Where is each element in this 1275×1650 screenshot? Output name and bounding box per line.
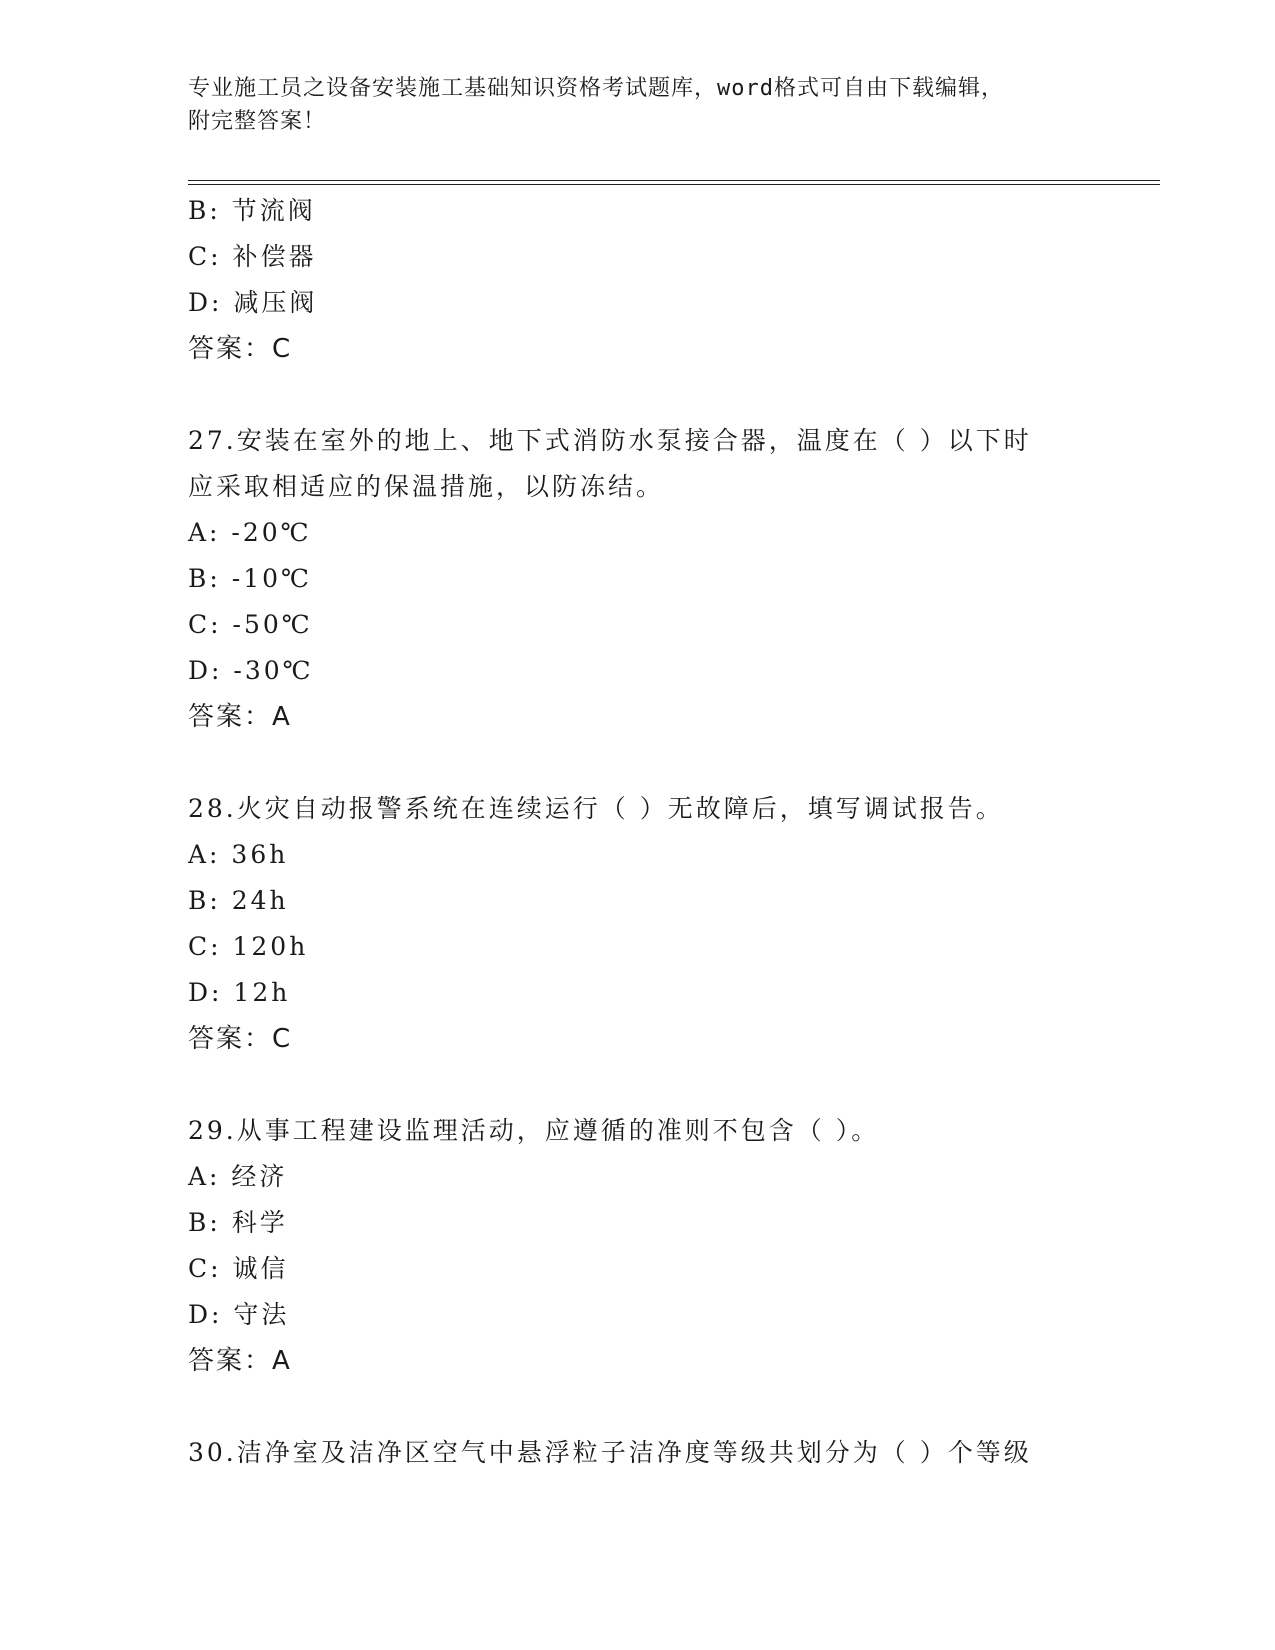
option-c: C: -50℃ (188, 610, 313, 639)
option-b: B: 24h (188, 886, 289, 915)
answer: 答案：C (188, 334, 293, 364)
answer: 答案：C (188, 1024, 293, 1054)
option-b: B: -10℃ (188, 564, 312, 593)
partial-question (188, 188, 1088, 372)
question-28 (188, 786, 1088, 1062)
option-d: D: 12h (188, 978, 291, 1007)
question-stem: 27.安装在室外的地上、地下式消防水泵接合器，温度在（ ）以下时 (188, 426, 1032, 455)
header-title-line-2: 附完整答案！ (188, 109, 327, 134)
option-b: B: 科学 (188, 1208, 288, 1237)
answer: 答案：A (188, 702, 292, 732)
option-d: D: -30℃ (188, 656, 314, 685)
question-30 (188, 1430, 1088, 1476)
question-stem-continued: 应采取相适应的保温措施，以防冻结。 (188, 472, 665, 501)
answer: 答案：A (188, 1346, 292, 1376)
question-stem: 29.从事工程建设监理活动，应遵循的准则不包含（ ）。 (188, 1116, 880, 1145)
option-c: C: 补偿器 (188, 242, 317, 271)
option-d: D: 守法 (188, 1300, 290, 1329)
question-list (188, 188, 1088, 1476)
question-stem: 28.火灾自动报警系统在连续运行（ ）无故障后，填写调试报告。 (188, 794, 1004, 823)
header-title-line-1: 专业施工员之设备安装施工基础知识资格考试题库，word格式可自由下载编辑， (188, 76, 1004, 101)
question-27 (188, 418, 1088, 740)
document-header (188, 72, 1088, 138)
option-a: A: -20℃ (188, 518, 312, 547)
question-29 (188, 1108, 1088, 1384)
option-c: C: 120h (188, 932, 309, 961)
option-a: A: 经济 (188, 1162, 288, 1191)
header-divider-bottom (188, 184, 1160, 185)
option-a: A: 36h (188, 840, 289, 869)
option-b: B: 节流阀 (188, 196, 316, 225)
option-d: D: 减压阀 (188, 288, 318, 317)
option-c: C: 诚信 (188, 1254, 289, 1283)
question-stem: 30.洁净室及洁净区空气中悬浮粒子洁净度等级共划分为（ ）个等级 (188, 1438, 1032, 1467)
header-divider-top (188, 180, 1160, 181)
